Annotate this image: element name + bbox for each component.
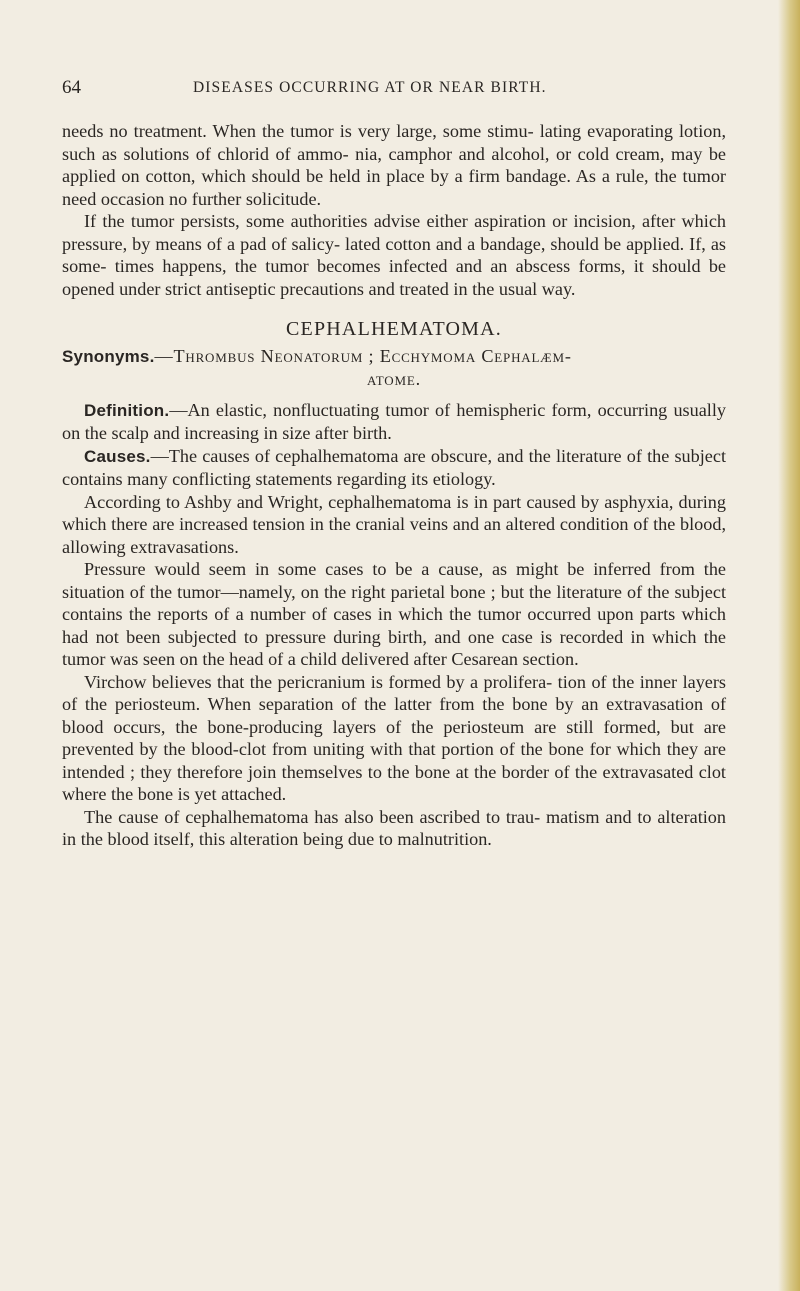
causes-paragraph: [62, 445, 726, 491]
section-title: CEPHALHEMATOMA.: [286, 318, 502, 340]
causes-text: —The causes of cephalhematoma are obscure, and the literature of the subject contains many conflicting statements regarding its etiology.: [62, 445, 726, 489]
body-text: [62, 120, 726, 851]
running-head: [62, 76, 742, 106]
definition-label: Definition.: [84, 400, 170, 420]
page-number: 64: [62, 77, 81, 98]
running-title: DISEASES OCCURRING AT OR NEAR BIRTH.: [193, 79, 547, 96]
definition-text: —An elastic, nonfluctuating tumor of hemispheric form, occurring usually on the scalp and increasing in size after birth.: [62, 399, 726, 443]
synonyms-text: —Thrombus Neonatorum ; Ecchymoma Cephalæm-: [154, 345, 572, 366]
definition-paragraph: [62, 399, 726, 445]
synonyms-paragraph: [62, 345, 726, 369]
paragraph-persistent-tumor: If the tumor persists, some authorities advise either aspiration or incision, after which pressure, by means of a pad of salicy- lated cotton and a bandage, should be applied. If, as some- times happens, the tumor becomes infected and an abscess forms, it should be opened under strict antiseptic precautions and treated in the usual way.: [62, 211, 726, 299]
paragraph-ashby-wright: According to Ashby and Wright, cephalhematoma is in part caused by asphyxia, during which there are increased tension in the cranial veins and an altered condition of the blood, allowing extravasations.: [62, 491, 726, 557]
page-edge-discoloration: [778, 0, 800, 1291]
paragraph-treatment-continued: needs no treatment. When the tumor is very large, some stimu- lating evaporating lotion, such as solutions of chlorid of ammo- nia, camphor and alcohol, or cold cream, may be applied on cotton, which should be held in place by a firm bandage. As a rule, the tumor need occasion no further solicitude.: [62, 121, 726, 209]
paragraph-pressure: Pressure would seem in some cases to be a cause, as might be inferred from the situation of the tumor—namely, on the right parietal bone ; but the literature of the subject contains the reports of a number of cases in which the tumor occurred upon parts which had not been subjected to pressure during birth, and one case is recorded in which the tumor was seen on the head of a child delivered after Cesarean section.: [62, 559, 726, 669]
book-page: [62, 76, 742, 849]
synonyms-label: Synonyms.: [62, 346, 155, 366]
paragraph-traumatism: The cause of cephalhematoma has also been ascribed to trau- matism and to alteration in the blood itself, this alteration being due to malnutrition.: [62, 806, 726, 849]
causes-label: Causes.: [84, 446, 151, 466]
paragraph-virchow: Virchow believes that the pericranium is formed by a prolifera- tion of the inner layers of the periosteum. When separation of the latter from the bone by an extravasation of blood occurs, the bone-producing layers of the periosteum are still formed, but are prevented by the blood-clot from uniting with that portion of the bone for which they are intended ; they therefore join themselves to the bone at the border of the extravasated clot where the bone is yet attached.: [62, 671, 726, 804]
synonyms-text-continued: atome.: [367, 369, 421, 389]
